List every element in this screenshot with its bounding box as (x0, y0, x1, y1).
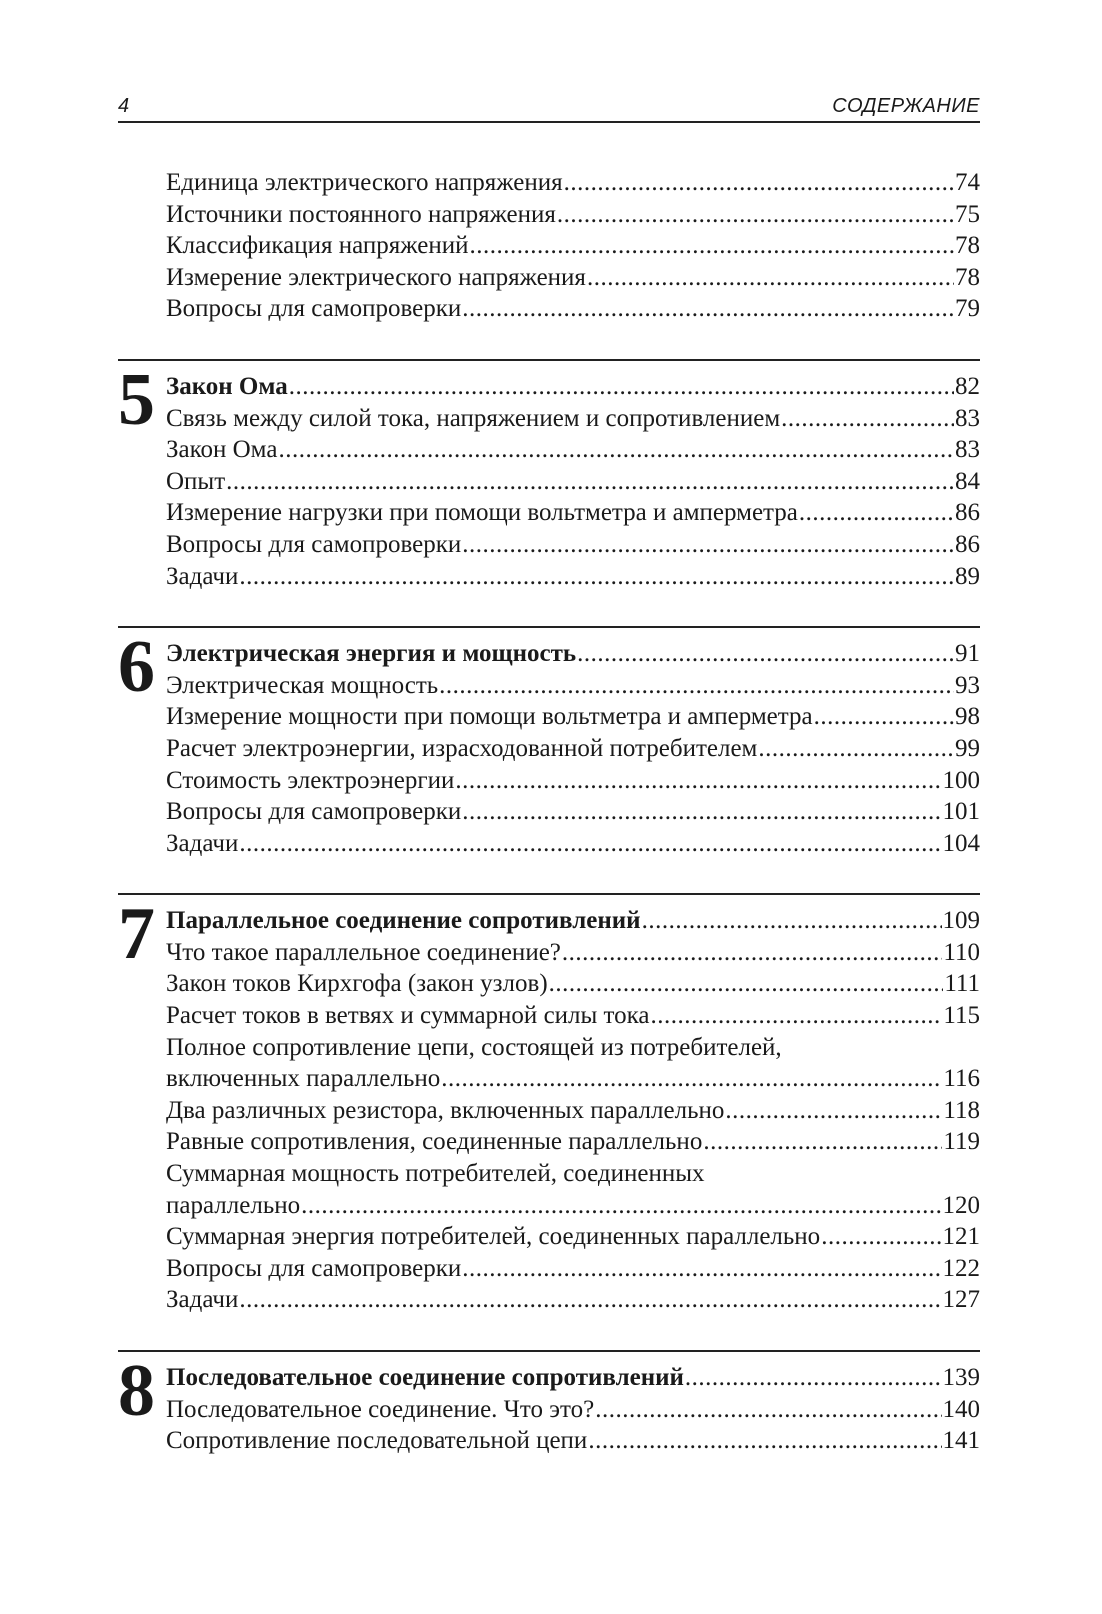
dot-leader (577, 638, 954, 670)
toc-entry[interactable] (166, 167, 980, 199)
toc-entry[interactable] (166, 497, 980, 529)
toc-entry-page: 111 (944, 970, 980, 998)
toc-entry-title: Последовательное соединение сопротивлений (166, 1364, 684, 1391)
toc-entry-page: 93 (955, 671, 980, 699)
toc-entries (166, 371, 980, 592)
toc-entry[interactable] (166, 1425, 980, 1457)
toc-entry-page: 109 (942, 907, 980, 935)
toc-entry[interactable] (166, 1190, 980, 1222)
toc-entry[interactable] (166, 1158, 980, 1190)
dot-leader (642, 905, 942, 937)
toc-entry-title: Электрическая энергия и мощность (166, 640, 577, 668)
toc-entry-title: Равные сопротивления, соединенные параллельно (166, 1128, 703, 1156)
toc-entry[interactable] (166, 230, 980, 262)
toc-entry-title: Последовательное соединение. Что это? (166, 1395, 595, 1423)
toc-entry[interactable] (166, 199, 980, 231)
dot-leader (462, 1253, 941, 1285)
toc-entry[interactable] (166, 293, 980, 325)
toc-entry[interactable] (166, 937, 980, 969)
toc-entry-title: Закон Ома (166, 436, 278, 464)
dot-leader (814, 701, 954, 733)
toc-entry[interactable] (166, 1221, 980, 1253)
chapter-number: 5 (118, 358, 155, 441)
chapter-block (118, 893, 980, 1316)
toc-entry[interactable] (166, 1126, 980, 1158)
toc-entry-page: 104 (942, 829, 980, 857)
book-page (118, 84, 980, 1457)
toc-entry-page: 98 (955, 703, 980, 731)
toc-entry-title: Вопросы для самопроверки (166, 1254, 462, 1282)
toc-entry-page: 118 (943, 1096, 980, 1124)
toc-chapter-entry[interactable] (166, 1362, 980, 1394)
dot-leader (758, 733, 954, 765)
dot-leader (462, 529, 954, 561)
dot-leader (301, 1190, 941, 1222)
dot-leader (781, 403, 954, 435)
toc-entry-page: 122 (942, 1254, 980, 1282)
toc-entry-page: 100 (942, 766, 980, 794)
toc-entry-title: Параллельное соединение сопротивлений (166, 907, 641, 935)
toc-entry-title: Вопросы для самопроверки (166, 798, 462, 826)
running-header (118, 84, 980, 123)
chapter-block (118, 626, 980, 859)
chapter-number: 7 (118, 893, 155, 976)
toc-entry[interactable] (166, 561, 980, 593)
toc-entries (166, 905, 980, 1316)
toc-entry-page: 78 (955, 232, 980, 260)
dot-leader (564, 167, 954, 199)
toc-entry-page: 140 (942, 1395, 980, 1423)
dot-leader (439, 670, 954, 702)
toc-entry-page: 78 (955, 263, 980, 291)
toc-entry[interactable] (166, 670, 980, 702)
toc-entries (166, 638, 980, 859)
toc-entry-title: Источники постоянного напряжения (166, 200, 556, 228)
dot-leader (557, 199, 954, 231)
toc-entry[interactable] (166, 765, 980, 797)
toc-entry-title: Суммарная мощность потребителей, соединенных (166, 1160, 705, 1188)
toc-entry-page: 86 (955, 499, 980, 527)
toc-chapter-entry[interactable] (166, 638, 980, 670)
toc-entry-title: Стоимость электроэнергии (166, 766, 455, 794)
toc-entry[interactable] (166, 701, 980, 733)
dot-leader (587, 262, 954, 294)
dot-leader (549, 968, 944, 1000)
dot-leader (239, 828, 941, 860)
toc-entry-title: Связь между силой тока, напряжением и сопротивлением (166, 404, 781, 432)
toc-entry-title: Задачи (166, 562, 239, 590)
toc-entry[interactable] (166, 466, 980, 498)
toc-entry-title: Измерение мощности при помощи вольтметра и амперметра (166, 703, 813, 731)
chapter-number: 6 (118, 626, 155, 709)
toc-entry-page: 89 (955, 562, 980, 590)
chapter-block (118, 359, 980, 592)
toc-entry[interactable] (166, 1095, 980, 1127)
section-title: СОДЕРЖАНИЕ (832, 95, 980, 117)
toc-entry[interactable] (166, 1000, 980, 1032)
toc-entry-title: Единица электрического напряжения (166, 169, 563, 196)
toc-entry[interactable] (166, 968, 980, 1000)
toc-entry[interactable] (166, 828, 980, 860)
toc-entry-title: Суммарная энергия потребителей, соединенных параллельно (166, 1223, 821, 1251)
toc-entry-title: Вопросы для самопроверки (166, 530, 462, 558)
dot-leader (588, 1425, 941, 1457)
dot-leader (462, 293, 954, 325)
dot-leader (462, 796, 941, 828)
toc-entry-page: 75 (955, 200, 980, 228)
dot-leader (455, 765, 941, 797)
toc-entry-title: Классификация напряжений (166, 232, 469, 260)
toc-entry-title: Расчет токов в ветвях и суммарной силы тока (166, 1002, 650, 1030)
toc-entry-title: Электрическая мощность (166, 671, 439, 699)
dot-leader (278, 434, 954, 466)
dot-leader (562, 937, 943, 969)
toc-entry-page: 91 (955, 640, 980, 668)
toc-entry[interactable] (166, 434, 980, 466)
toc-entry-title: Что такое параллельное соединение? (166, 938, 561, 966)
dot-leader (703, 1126, 942, 1158)
toc-entry-title: Два различных резистора, включенных параллельно (166, 1096, 725, 1124)
dot-leader (289, 371, 954, 403)
toc-entry[interactable] (166, 262, 980, 294)
toc-entry-page: 101 (942, 798, 980, 826)
toc-entry-page: 116 (943, 1065, 980, 1093)
toc-entry-title: Полное сопротивление цепи, состоящей из потребителей, (166, 1033, 782, 1061)
toc-entry-page: 120 (942, 1191, 980, 1219)
toc-entry-page: 83 (955, 436, 980, 464)
toc-entry-title: параллельно (166, 1191, 301, 1219)
chapter-block (118, 1350, 980, 1457)
dot-leader (651, 1000, 943, 1032)
dot-leader (239, 1284, 941, 1316)
toc-entry-title: Задачи (166, 1286, 239, 1314)
continuation-block (118, 167, 980, 325)
toc-entry-page: 121 (942, 1223, 980, 1251)
toc-entry-title: Расчет электроэнергии, израсходованной потребителем (166, 734, 758, 762)
toc-entry[interactable] (166, 1032, 980, 1064)
toc-entry-page: 82 (955, 372, 980, 400)
toc-entry-page: 141 (942, 1427, 980, 1455)
dot-leader (469, 230, 954, 262)
toc-entry-title: Вопросы для самопроверки (166, 295, 462, 323)
toc-entry-title: Задачи (166, 829, 239, 857)
dot-leader (226, 466, 954, 498)
dot-leader (725, 1095, 942, 1127)
dot-leader (821, 1221, 941, 1253)
toc-entry-title: Опыт (166, 467, 226, 495)
toc-entry-title: Закон токов Кирхгофа (закон узлов) (166, 970, 548, 998)
toc-entry-page: 115 (943, 1002, 980, 1030)
toc-chapter-entry[interactable] (166, 905, 980, 937)
toc-entry-title: Измерение электрического напряжения (166, 263, 586, 291)
toc-entries (166, 167, 980, 325)
toc-entry[interactable] (166, 1394, 980, 1426)
toc-entry-page: 84 (955, 467, 980, 495)
toc-entry[interactable] (166, 1284, 980, 1316)
table-of-contents (118, 167, 980, 1457)
page-number: 4 (118, 95, 130, 117)
dot-leader (239, 561, 954, 593)
toc-entry-page: 119 (943, 1128, 980, 1156)
dot-leader (595, 1394, 941, 1426)
toc-entry-page: 99 (955, 734, 980, 762)
toc-entry[interactable] (166, 1063, 980, 1095)
dot-leader (441, 1063, 942, 1095)
toc-entry[interactable] (166, 1253, 980, 1285)
toc-entry-page: 110 (943, 938, 980, 966)
toc-entry-page: 79 (955, 295, 980, 323)
chapter-number: 8 (118, 1350, 155, 1432)
dot-leader (685, 1362, 942, 1394)
toc-entry-page: 139 (942, 1364, 980, 1391)
toc-entries (166, 1362, 980, 1457)
dot-leader (799, 497, 954, 529)
toc-entry[interactable] (166, 403, 980, 435)
toc-entry-page: 127 (942, 1286, 980, 1314)
toc-entry-title: Измерение нагрузки при помощи вольтметра и амперметра (166, 499, 798, 527)
toc-entry[interactable] (166, 733, 980, 765)
toc-entry-page: 86 (955, 530, 980, 558)
toc-entry-title: включенных параллельно (166, 1065, 441, 1093)
toc-chapter-entry[interactable] (166, 371, 980, 403)
toc-entry-page: 83 (955, 404, 980, 432)
toc-entry[interactable] (166, 529, 980, 561)
toc-entry-title: Закон Ома (166, 372, 288, 400)
toc-entry-title: Сопротивление последовательной цепи (166, 1427, 588, 1455)
toc-entry-page: 74 (955, 169, 980, 196)
toc-entry[interactable] (166, 796, 980, 828)
